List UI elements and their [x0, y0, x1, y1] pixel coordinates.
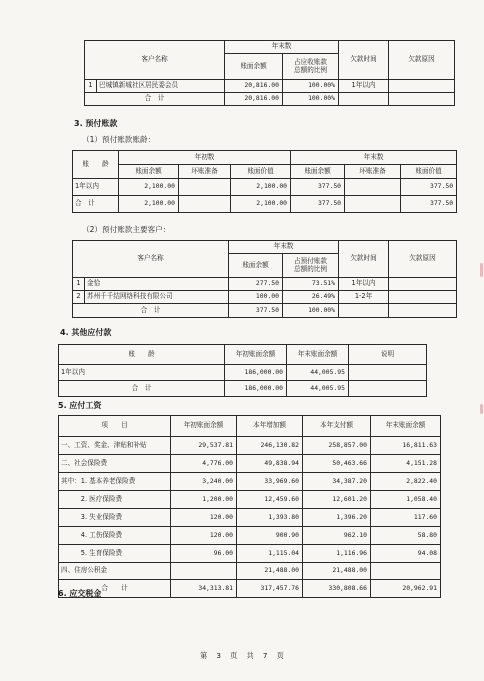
col-begin-balance: 年初账面余额: [225, 345, 287, 365]
col-end-balance: 年末账面余额: [371, 416, 441, 437]
scan-mark: [480, 404, 483, 414]
table-row: 其中：1. 基本养老保险费 3,240.00 33,969.60 34,387.20 2,822.40: [59, 473, 441, 491]
table-row: 四、住房公积金 21,488.00 21,488.00: [59, 563, 441, 580]
col-begin: 年初数: [119, 151, 291, 165]
table-row: 1年以内 186,000.00 44,005.95: [59, 365, 427, 381]
col-book-balance: 账面余额: [225, 54, 283, 80]
subsection-prepayment-customers: （2）预付账款主要客户：: [82, 225, 171, 234]
wages-payable-table: [58, 415, 441, 598]
section-title-other-payables: 4. 其他应付款: [60, 328, 112, 337]
table-row: 2. 医疗保险费 1,200.00 12,459.60 12,601.20 1,058.40: [59, 491, 441, 509]
col-paid: 本年支付额: [303, 416, 371, 437]
table-row: 4. 工伤保险费 120.00 900.90 962.10 58.80: [59, 527, 441, 545]
table-total-row: 合 计 377.50 100.00%: [73, 304, 457, 318]
subsection-prepayment-aging: （1）预付账款账龄：: [82, 135, 156, 144]
table-row: 1年以内 2,100.00 2,100.00 377.50 377.50: [73, 179, 457, 196]
col-overdue-reason: 欠款原因: [389, 241, 457, 278]
col-increase: 本年增加额: [237, 416, 303, 437]
col-note: 说明: [349, 345, 427, 365]
col-overdue-time: 欠款时间: [339, 241, 389, 278]
table-total-row: 合 计 20,816.00 100.00%: [85, 93, 455, 106]
section-title-prepayments: 3. 预付账款: [74, 119, 118, 128]
col-aging: 账 龄: [59, 345, 225, 365]
prepayment-aging-table: 账 龄 年初数 年末数 账面余额 坏账准备 账面价值 账面余额 坏账准备 账面价值 1年以内 2,100.00 2,100.00 377.50 377.50 合 计 2,100.00 2,100.00 377.50 377.50: [72, 150, 457, 213]
col-aging: 账 龄: [73, 151, 119, 179]
table-total-row: 合 计 34,313.81 317,457.76 330,808.66 20,962.91: [59, 580, 441, 598]
col-begin-balance: 年初账面余额: [171, 416, 237, 437]
col-year-end: 年末数: [225, 41, 339, 54]
col-end: 年末数: [291, 151, 457, 165]
col-customer: 客户名称: [73, 241, 229, 278]
col-year-end: 年末数: [229, 241, 339, 254]
col-overdue-time: 欠款时间: [339, 41, 389, 80]
table-row: 5. 生育保险费 96.00 1,115.04 1,116.96 94.08: [59, 545, 441, 563]
page-footer: 第 3 页 共 7 页: [200, 651, 285, 660]
table-total-row: 合 计 186,000.00 44,005.95: [59, 381, 427, 397]
col-end-balance: 年末账面余额: [287, 345, 349, 365]
scan-mark: [480, 263, 483, 277]
other-payables-table: [58, 344, 427, 397]
section-title-taxes-payable: 6. 应交税金: [58, 589, 102, 598]
table-row: 1 巴城镇新城社区居民委会员 20,816.00 100.00% 1年以内: [85, 80, 455, 93]
col-book-balance: 账面余额: [229, 254, 283, 278]
section-title-wages-payable: 5. 应付工资: [58, 401, 102, 410]
col-ratio: 占预付账款 总额的比例: [283, 254, 339, 278]
table-row: 二、社会保险费 4,776.00 49,838.94 50,463.66 4,151.28: [59, 455, 441, 473]
table-row: 1 金恰 277.50 73.51% 1年以内: [73, 278, 457, 291]
prepayment-customer-table: [72, 240, 457, 318]
col-customer: 客户名称: [85, 41, 225, 80]
col-overdue-reason: 欠款原因: [389, 41, 455, 80]
col-ratio: 占应收账款 总额的比例: [283, 54, 339, 80]
receivable-customer-table: [84, 40, 455, 106]
table-total-row: 合 计 2,100.00 2,100.00 377.50 377.50: [73, 196, 457, 213]
col-item: 项 目: [59, 416, 171, 437]
table-row: 2 苏州千千结网络科技有限公司 100.00 26.49% 1-2年: [73, 291, 457, 304]
table-row: 3. 失业保险费 120.00 1,393.80 1,396.20 117.60: [59, 509, 441, 527]
table-row: 一、工资、奖金、津贴和补贴 29,537.81 246,130.82 258,857.00 16,811.63: [59, 437, 441, 455]
